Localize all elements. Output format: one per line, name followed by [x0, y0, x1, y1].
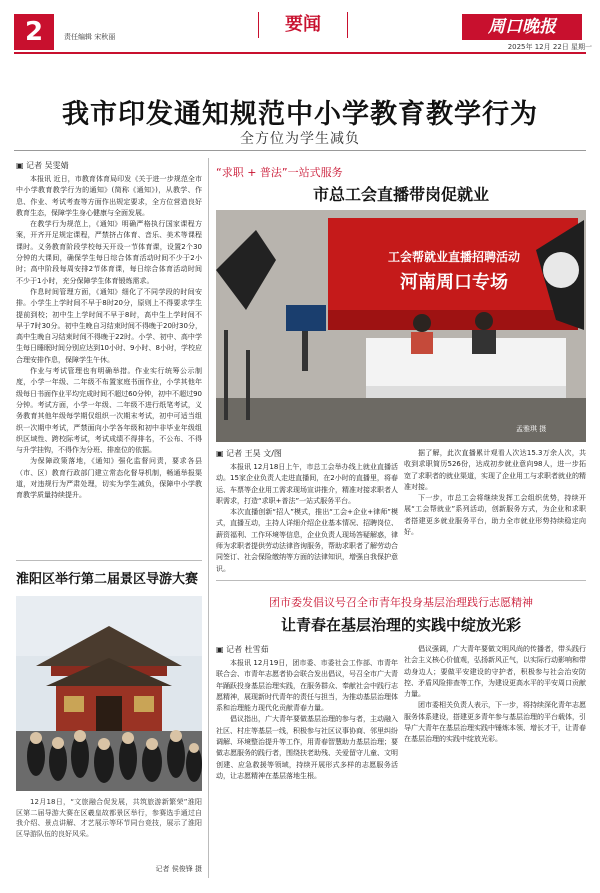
masthead-rule — [14, 52, 586, 54]
youth-headline: 让青春在基层治理的实践中绽放光彩 — [280, 616, 521, 634]
youth-byline — [216, 644, 269, 655]
lead-paragraph: 本报讯 近日，市教育体育局印发《关于进一步规范全市中小学教育教学行为的通知》(简称《通知》)，从教学、作息、作业、考试考查等方面作出规定要求，全方位营造良好教育生态，保障学生身心健康与全面发展。 — [16, 175, 202, 217]
jobfair-photo — [216, 210, 586, 442]
jobfair-banner-line1: 工会帮就业直播招聘活动 — [387, 250, 520, 264]
youth-byline-text: 记者 杜雪茹 — [226, 645, 269, 654]
youth-kicker: 团市委发倡议号召全市青年投身基层治理践行志愿精神 — [269, 596, 533, 609]
headline-rule — [14, 150, 586, 151]
scenic-byline: 记者 侯俊锋 摄 — [155, 865, 202, 873]
youth-body-col1 — [216, 658, 398, 880]
youth-paragraph: 团市委相关负责人表示，下一步，将持续深化青年志愿服务体系建设，搭建更多青年参与基层治理的平台载体，引导广大青年在基层治理实践中锤炼本领、增长才干，让青春在基层治理的实践中绽放光彩。 — [404, 701, 586, 744]
column-divider — [208, 158, 209, 878]
youth-body-col2 — [404, 644, 586, 880]
jobfair-paragraph: 据了解，此次直播累计观看人次达15.3万余人次，共收到求职简历526份，达成初步就业意向98人，进一步拓宽了求职者的就业渠道，实现了企业用工与求职者就业的精准对接。 — [404, 449, 586, 491]
lead-paragraph: 作业与考试管理也有明确举措。作业实行统筹公示制度，小学一年级、二年级不布置家庭书面作业，小学其他年级每日书面作业平均完成时间不超过60分钟，初中不超过90分钟。考试方面，小学一年级、二年级不进行纸笔考试，义务教育其他年级每学期仅组织一次期末考试，初中可适当组织一次期中考试，严禁面向小学各年级和初中非毕业年级组织区域性、跨校际考试，考试成绩不得排名，不公布、不得与升学挂钩，不得作为分班、排座位的依据。 — [16, 367, 202, 455]
lead-paragraph: 为保障政策落地，《通知》强化监督问责，要求各县（市、区）教育行政部门建立常态化督导机制，畅通举报渠道，对违规行为严肃处理，切实为学生减负，保障中小学教育教学质量持续提升。 — [16, 457, 202, 500]
scenic-caption: 12月18日，“文旅融合促发展，共筑旅游新繁荣”淮阳区第二届导游大赛在区羲皇故都景区举行，参赛选手通过自我介绍、景点讲解、才艺展示等环节同台竞技，展示了淮阳区导游队伍的良好风采。 — [16, 798, 202, 838]
lead-paragraph: 在教学行为规范上，《通知》明确严格执行国家课程方案，开齐开足规定课程，严禁挤占体育、音乐、美术等课程课时。义务教育阶段学校每天开设一节体育课，设置2个30分钟的大课间，确保学生每日综合体育活动时间不少于2小时；高中阶段每周安排2节体育课，每日综合体育活动时间不少于1小时，充分保障学生体育锻炼需求。 — [16, 220, 202, 285]
page-number: 2 — [14, 14, 54, 50]
section-title: 要闻 — [258, 12, 348, 38]
reporter-mark-icon: ▣ — [16, 161, 24, 170]
youth-paragraph: 倡议指出，广大青年要做基层治理的参与者，主动融入社区、村庄等基层一线，积极参与社区议事协商、邻里纠纷调解、环境整治提升等工作，用青春智慧助力基层治理；要做志愿服务的践行者，围绕扶老助残、关爱留守儿童、文明创建、应急救援等领域，持续开展形式多样的志愿服务活动，让志愿精神在基层落地生根。 — [216, 715, 398, 780]
jobfair-paragraph: 本次直播创新“招人”模式，推出“工会+企业+律师”模式，直播互动，主持人详细介绍企业基本情况、招聘岗位、薪资福利、工作环境等信息，企业负责人现场答疑解惑，律师为求职者提供劳动法律咨询服务，帮助求职者了解劳动合同签订、社会保险缴纳等方面的法律知识，增强自我保护意识。 — [216, 508, 398, 573]
section-divider — [216, 580, 586, 581]
column-divider — [16, 560, 202, 561]
reporter-mark-icon: ▣ — [216, 449, 224, 458]
jobfair-body-col1 — [216, 462, 398, 574]
jobfair-byline-text: 记者 王昊 文/图 — [226, 449, 282, 458]
jobfair-body-col2 — [404, 448, 586, 574]
lead-byline-text: 记者 吴雯婧 — [26, 161, 69, 170]
scenic-headline: 淮阳区举行第二届景区导游大赛 — [16, 572, 199, 587]
jobfair-kicker: “求职 + 普法”一站式服务 — [216, 166, 343, 179]
youth-paragraph: 本报讯 12月19日，团市委、市委社会工作部、市青年联合会、市青年志愿者协会联合发出倡议，号召全市广大青年踊跃投身基层治理实践，在服务群众、奉献社会中践行志愿精神，展现新时代青年的责任与担当，为推动基层治理体系和治理能力现代化贡献青春力量。 — [216, 659, 398, 713]
jobfair-photo-credit: 孟雅琪 摄 — [516, 425, 547, 433]
issue-date: 2025年 12月 22日 星期一 — [507, 43, 592, 51]
jobfair-headline: 市总工会直播带岗促就业 — [312, 185, 489, 204]
jobfair-paragraph: 下一步，市总工会将继续发挥工会组织优势，持续开展“工会帮就业”系列活动，创新服务方式，为企业和求职者搭建更多就业服务平台，助力全市就业形势持续稳定向好。 — [404, 494, 586, 537]
lead-byline — [16, 160, 69, 171]
jobfair-byline — [216, 448, 282, 459]
jobfair-paragraph: 本报讯 12月18日上午，市总工会举办线上就业直播活动。15家企业负责人走进直播间，在2小时的直播里，将春运、车票等企业用工需求现场宣讲推介，精准对接求职者人职需求，打造“求职+普法”一站式服务平台。 — [216, 463, 398, 505]
lead-article-body — [16, 174, 202, 556]
youth-paragraph: 倡议强调，广大青年要做文明风尚的传播者，带头践行社会主义核心价值观，弘扬新风正气，以实际行动影响和带动身边人；要做平安建设的守护者，积极参与社会治安防控、矛盾风险排查等工作，为建设更高水平的平安周口贡献力量。 — [404, 645, 586, 699]
lead-headline: 我市印发通知规范中小学教育教学行为 — [62, 99, 538, 130]
jobfair-banner-line2: 河南周口专场 — [400, 272, 508, 293]
lead-subhead: 全方位为学生减负 — [240, 131, 360, 147]
editors-line: 责任编辑 宋秋丽 — [64, 33, 116, 41]
reporter-mark-icon: ▣ — [216, 645, 224, 654]
lead-paragraph: 作息时间管理方面，《通知》细化了不同学段的时间安排。小学生上学时间不早于8时20分，原则上不得要求学生提前到校；初中生上学时间不早于8时，高中生上学时间不早于7时30分。初中生晚自习结束时间不得晚于20时30分，高中生晚自习结束时间不得晚于22时。小学、初中、高中学生每日睡眠时间分别应达到10小时、9小时、8小时，学校应合理安排作息，保障学生午休。 — [16, 287, 202, 364]
scenic-photo — [16, 596, 202, 791]
newspaper-logo: 周口晚报 — [462, 14, 582, 40]
